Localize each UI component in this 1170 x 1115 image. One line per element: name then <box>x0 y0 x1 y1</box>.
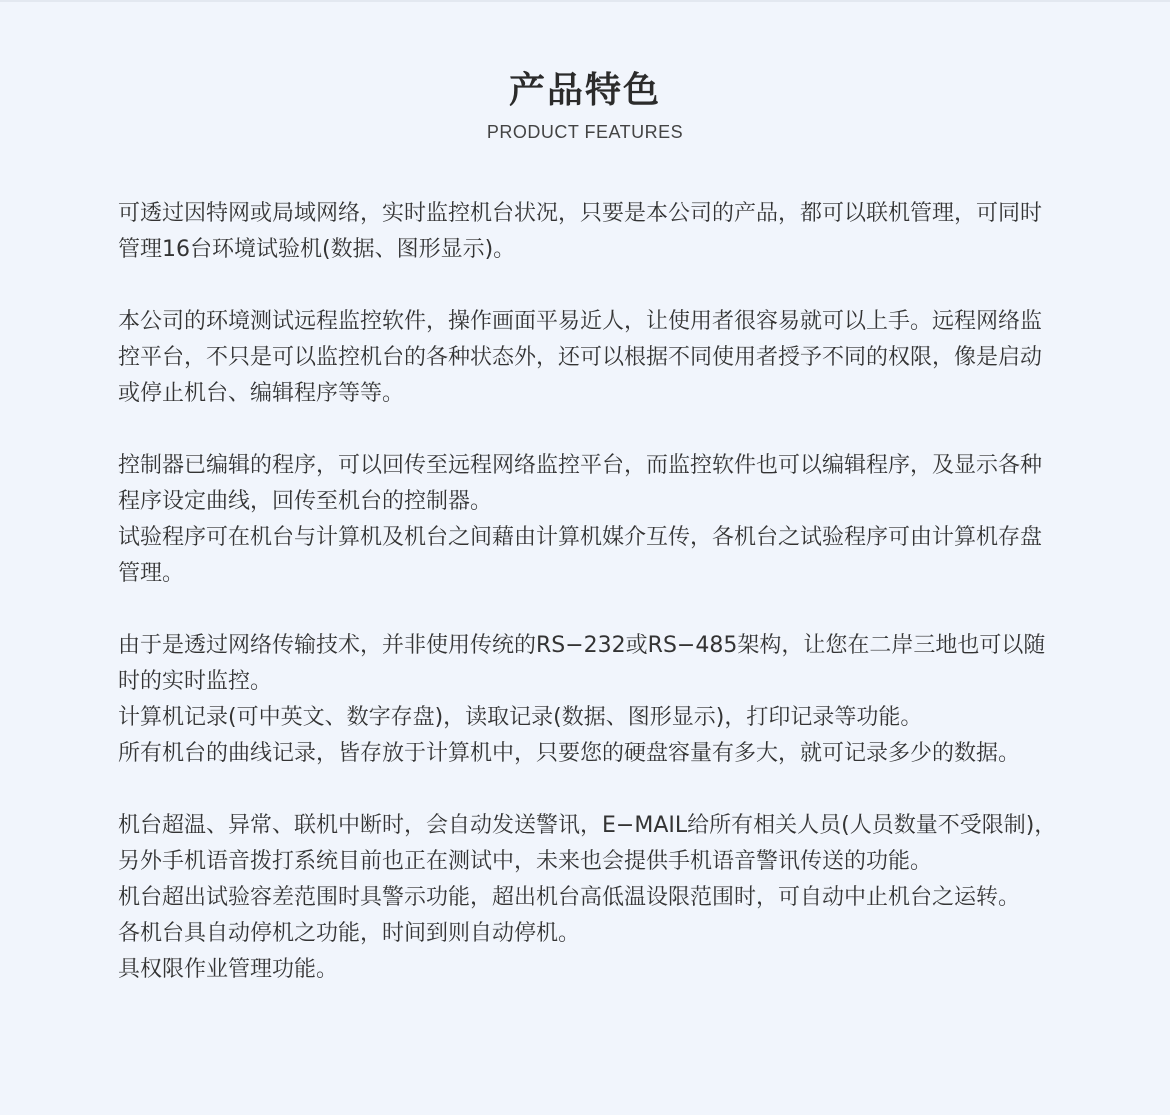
page-title: 产品特色 <box>508 70 661 111</box>
feature-paragraph: 各机台具自动停机之功能，时间到则自动停机。 <box>118 921 581 946</box>
feature-paragraph: 计算机记录(可中英文、数字存盘)，读取记录(数据、图形显示)，打印记录等功能。 <box>118 705 923 730</box>
feature-paragraph: 具权限作业管理功能。 <box>118 957 339 982</box>
feature-paragraph: 控制器已编辑的程序，可以回传至远程网络监控平台，而监控软件也可以编辑程序，及显示各种程序设定曲线，回传至机台的控制器。 <box>118 453 1043 514</box>
feature-section-network-recording <box>118 628 1058 772</box>
feature-paragraph: 本公司的环境测试远程监控软件，操作画面平易近人，让使用者很容易就可以上手。远程网络监控平台，不只是可以监控机台的各种状态外，还可以根据不同使用者授予不同的权限，像是启动或停止机台、编辑程序等等。 <box>118 309 1043 406</box>
top-divider <box>0 0 1170 2</box>
feature-paragraph: 机台超出试验容差范围时具警示功能，超出机台高低温设限范围时，可自动中止机台之运转。 <box>118 885 1021 910</box>
feature-section-program-transfer <box>118 448 1058 592</box>
feature-paragraph: 由于是透过网络传输技术，并非使用传统的RS−232或RS−485架构，让您在二岸三地也可以随时的实时监控。 <box>118 633 1046 694</box>
feature-paragraph: 可透过因特网或局域网络，实时监控机台状况，只要是本公司的产品，都可以联机管理，可同时管理16台环境试验机(数据、图形显示)。 <box>118 201 1043 262</box>
feature-paragraph: 试验程序可在机台与计算机及机台之间藉由计算机媒介互传，各机台之试验程序可由计算机存盘管理。 <box>118 525 1043 586</box>
features-content <box>118 196 1058 1024</box>
feature-section-alarms <box>118 808 1058 988</box>
feature-paragraph: 所有机台的曲线记录，皆存放于计算机中，只要您的硬盘容量有多大，就可记录多少的数据。 <box>118 741 1021 766</box>
feature-paragraph: 机台超温、异常、联机中断时，会自动发送警讯，E−MAIL给所有相关人员(人员数量不受限制)，另外手机语音拨打系统目前也正在测试中，未来也会提供手机语音警讯传送的功能。 <box>118 813 1057 874</box>
feature-section-software <box>118 304 1058 412</box>
page-subtitle: PRODUCT FEATURES <box>486 122 684 142</box>
section-header <box>0 66 1170 144</box>
feature-section-remote-monitoring <box>118 196 1058 268</box>
